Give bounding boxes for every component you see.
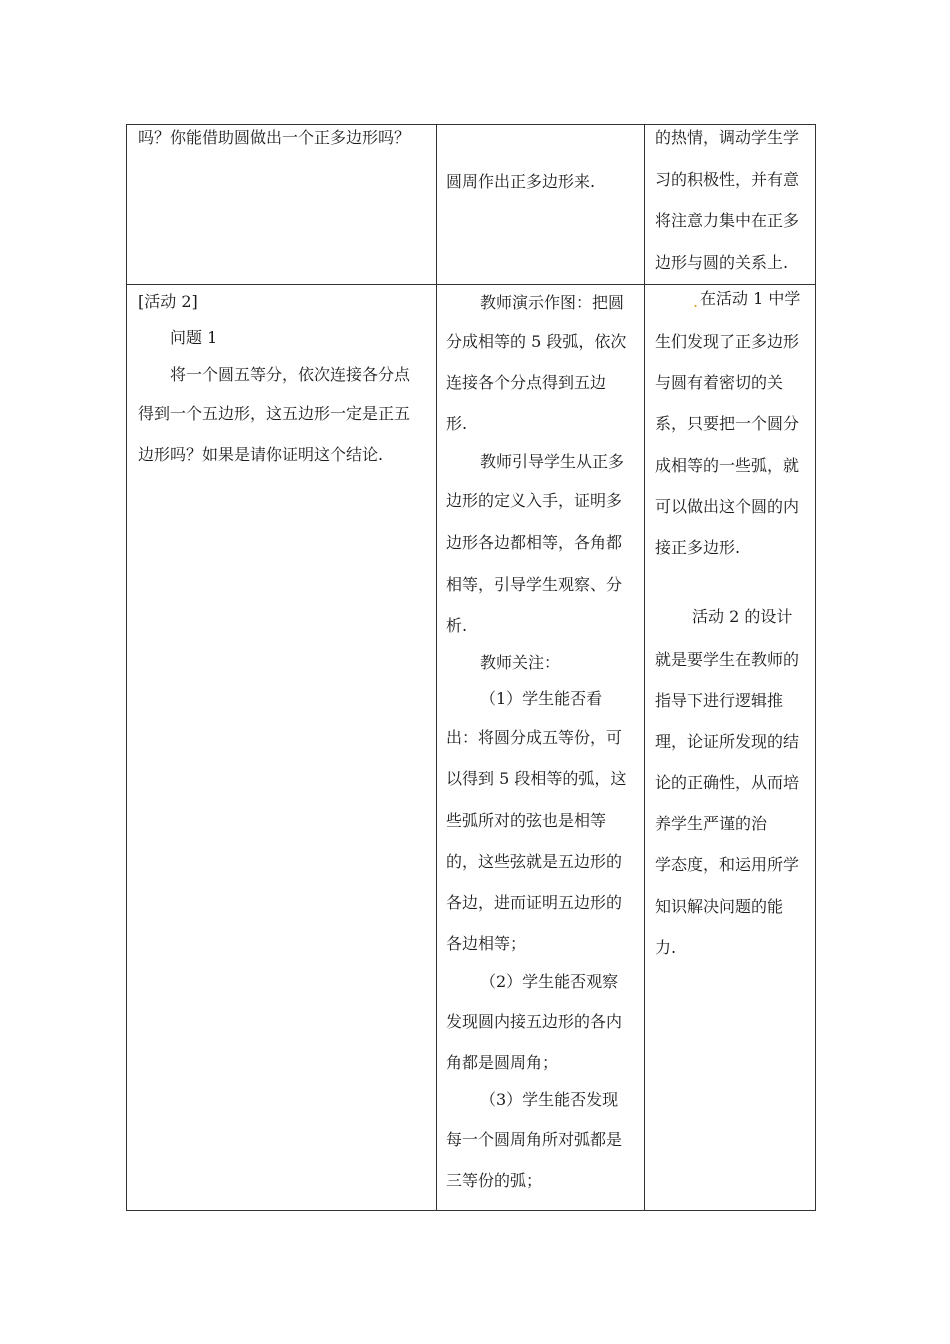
design-text-line: 可以做出这个圆的内 xyxy=(655,497,800,516)
teacher-text-line: 各边相等； xyxy=(446,934,527,953)
question-label: 问题 1 xyxy=(170,328,218,347)
teacher-text-line: 各边，进而证明五边形的 xyxy=(446,893,623,912)
teacher-text-line: 发现圆内接五边形的各内 xyxy=(446,1012,623,1031)
design-text-line: 接正多边形. xyxy=(655,538,741,557)
teacher-text-line: 三等份的弧； xyxy=(446,1171,543,1190)
row1-col3-line: 习的积极性，并有意 xyxy=(655,170,800,189)
design-text-line: 论的正确性，从而培 xyxy=(655,773,800,792)
design-text-line: 知识解决问题的能 xyxy=(655,897,784,916)
teacher-text-line: （2）学生能否观察 xyxy=(480,972,619,991)
teacher-text-line: 以得到 5 段相等的弧，这 xyxy=(446,769,627,788)
question-text-line: 将一个圆五等分，依次连接各分点 xyxy=(170,365,411,384)
teacher-text-line: 教师关注： xyxy=(480,653,561,672)
design-text-line: 与圆有着密切的关 xyxy=(655,373,784,392)
teacher-text-line: （1）学生能否看 xyxy=(480,689,603,708)
column-divider-1 xyxy=(436,124,437,1211)
teacher-text-line: （3）学生能否发现 xyxy=(480,1090,619,1109)
teacher-text-line: 连接各个分点得到五边 xyxy=(446,373,607,392)
question-text-line: 得到一个五边形，这五边形一定是正五 xyxy=(138,404,411,423)
row-divider xyxy=(126,284,816,285)
teacher-text-line: 教师演示作图：把圆 xyxy=(480,293,625,312)
column-divider-2 xyxy=(644,124,645,1211)
teacher-text-line: 出：将圆分成五等份，可 xyxy=(446,728,623,747)
design-text-line: 系，只要把一个圆分 xyxy=(655,414,800,433)
question-text-line: 边形吗？如果是请你证明这个结论. xyxy=(138,445,384,464)
activity-label: [活动 2] xyxy=(138,292,198,311)
teacher-text-line: 的，这些弦就是五边形的 xyxy=(446,852,623,871)
design-text-line: 力. xyxy=(655,938,677,957)
teacher-text-line: 每一个圆周角所对弧都是 xyxy=(446,1130,623,1149)
teacher-text-line: 边形的定义入手，证明多 xyxy=(446,491,623,510)
teacher-text-line: 边形各边都相等，各角都 xyxy=(446,533,623,552)
row1-col3-line: 将注意力集中在正多 xyxy=(655,211,800,230)
teacher-text-line: 教师引导学生从正多 xyxy=(480,452,625,471)
design-text-line: 成相等的一些弧，就 xyxy=(655,456,800,475)
design-text-line: 学态度，和运用所学 xyxy=(655,855,800,874)
row1-col3-line: 边形与圆的关系上. xyxy=(655,253,789,272)
teacher-text-line: 析. xyxy=(446,616,468,635)
design-text-line: 养学生严谨的治 xyxy=(655,814,768,833)
design-text-line: 生们发现了正多边形 xyxy=(655,332,800,351)
design-text-line: 指导下进行逻辑推 xyxy=(655,691,784,710)
design-text-line: 活动 2 的设计 xyxy=(692,607,793,626)
teacher-text-line: 角都是圆周角； xyxy=(446,1053,559,1072)
row1-col1-line: 吗？你能借助圆做出一个正多边形吗？ xyxy=(138,128,411,147)
row1-col3-line: 的热情，调动学生学 xyxy=(655,128,800,147)
marker-dot-icon: . xyxy=(693,292,699,311)
row1-col2-line: 圆周作出正多边形来. xyxy=(446,172,596,191)
teacher-text-line: 分成相等的 5 段弧，依次 xyxy=(446,332,627,351)
teacher-text-line: 些弧所对的弦也是相等 xyxy=(446,811,607,830)
design-text-line: 在活动 1 中学 xyxy=(700,289,801,308)
design-text-line: 理，论证所发现的结 xyxy=(655,732,800,751)
teacher-text-line: 形. xyxy=(446,414,468,433)
design-text-line: 就是要学生在教师的 xyxy=(655,650,800,669)
teacher-text-line: 相等，引导学生观察、分 xyxy=(446,575,623,594)
